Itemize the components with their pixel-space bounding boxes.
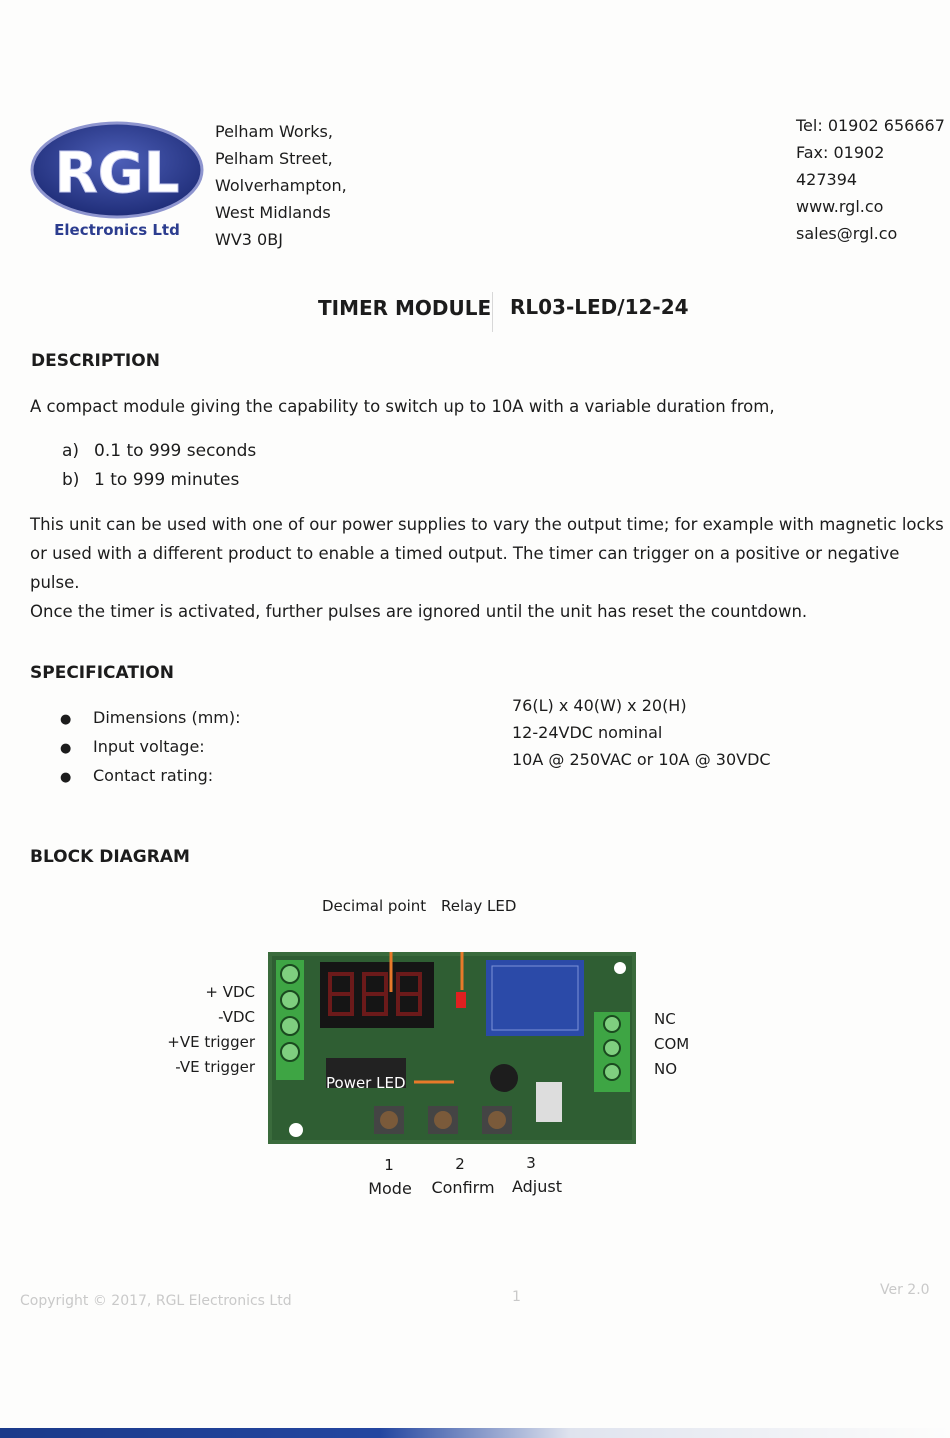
spec-label-item: ● Contact rating:: [60, 766, 214, 785]
contact-tel: Tel: 01902 656667: [796, 116, 945, 135]
button-number: 3: [526, 1154, 536, 1172]
specification-heading: SPECIFICATION: [30, 663, 174, 683]
model-number: RL03-LED/12-24: [510, 295, 689, 319]
contact-email: sales@rgl.co: [796, 224, 898, 243]
range-key: a): [62, 441, 80, 461]
description-heading: DESCRIPTION: [31, 351, 160, 371]
spec-values: [512, 692, 771, 773]
pin-label: -VDC: [218, 1008, 255, 1026]
svg-text:Electronics Ltd: Electronics Ltd: [54, 221, 180, 239]
address-line: Pelham Works,: [215, 122, 333, 141]
spec-label: Contact rating:: [93, 766, 214, 785]
spec-value: 76(L) x 40(W) x 20(H): [512, 696, 687, 715]
document-title: TIMER MODULE: [318, 296, 492, 320]
spec-label-item: ● Dimensions (mm):: [60, 708, 241, 727]
relay: [486, 960, 584, 1036]
range-item: [62, 466, 256, 495]
button-label: Mode: [368, 1179, 412, 1198]
button-number: 1: [384, 1156, 394, 1174]
output-pin-labels: [654, 1007, 689, 1082]
body-line: This unit can be used with one of our power supplies to vary the output time; for example with magnetic locks: [30, 515, 944, 534]
company-address: [215, 118, 347, 253]
contact-web: www.rgl.co: [796, 197, 884, 216]
range-list: [62, 437, 256, 495]
spec-label-item: ● Input voltage:: [60, 737, 205, 756]
spec-value: 10A @ 250VAC or 10A @ 30VDC: [512, 750, 771, 769]
relay-led: [456, 992, 466, 1008]
spec-label: Input voltage:: [93, 737, 205, 756]
address-line: West Midlands: [215, 203, 331, 222]
range-key: b): [62, 470, 80, 490]
button-number: 2: [455, 1155, 465, 1173]
timer-module-board-image: [268, 952, 636, 1144]
spec-label: Dimensions (mm):: [93, 708, 241, 727]
spec-value: 12-24VDC nominal: [512, 723, 663, 742]
spec-labels: [60, 704, 241, 791]
body-line: or used with a different product to enable a timed output. The timer can trigger on a positive or negative pulse.: [30, 544, 900, 592]
pin-label: +VE trigger: [167, 1033, 255, 1051]
block-diagram-heading: BLOCK DIAGRAM: [30, 847, 190, 867]
pin-label: NC: [654, 1010, 676, 1028]
title-divider: [492, 292, 493, 332]
pin-label: + VDC: [205, 983, 255, 1001]
range-text: 0.1 to 999 seconds: [94, 441, 257, 461]
button-label: Confirm: [431, 1178, 495, 1197]
description-body: [30, 510, 945, 626]
svg-text:RGL: RGL: [54, 141, 180, 206]
address-line: WV3 0BJ: [215, 230, 283, 249]
pin-label: COM: [654, 1035, 690, 1053]
relay-led-label: Relay LED: [441, 897, 517, 915]
address-line: Pelham Street,: [215, 149, 333, 168]
pin-label: -VE trigger: [175, 1058, 255, 1076]
address-line: Wolverhampton,: [215, 176, 347, 195]
contact-fax: Fax: 01902 427394: [796, 143, 885, 189]
button-label: Adjust: [511, 1177, 562, 1196]
company-contact: [796, 112, 950, 247]
decimal-point-label: Decimal point: [322, 897, 427, 915]
footer-page-number: 1: [512, 1289, 521, 1305]
input-pin-labels: [150, 980, 255, 1080]
footer-version: Ver 2.0: [880, 1282, 930, 1298]
pin-label: NO: [654, 1060, 678, 1078]
body-line: Once the timer is activated, further pulses are ignored until the unit has reset the countdown.: [30, 602, 808, 621]
description-intro: A compact module giving the capability to switch up to 10A with a variable duration from,: [30, 397, 775, 416]
rgl-logo: [30, 120, 205, 245]
range-item: [62, 437, 256, 466]
power-led-label: Power LED: [326, 1074, 406, 1092]
footer-copyright: Copyright © 2017, RGL Electronics Ltd: [20, 1293, 292, 1309]
scan-edge: [0, 1428, 950, 1438]
range-text: 1 to 999 minutes: [94, 470, 240, 490]
